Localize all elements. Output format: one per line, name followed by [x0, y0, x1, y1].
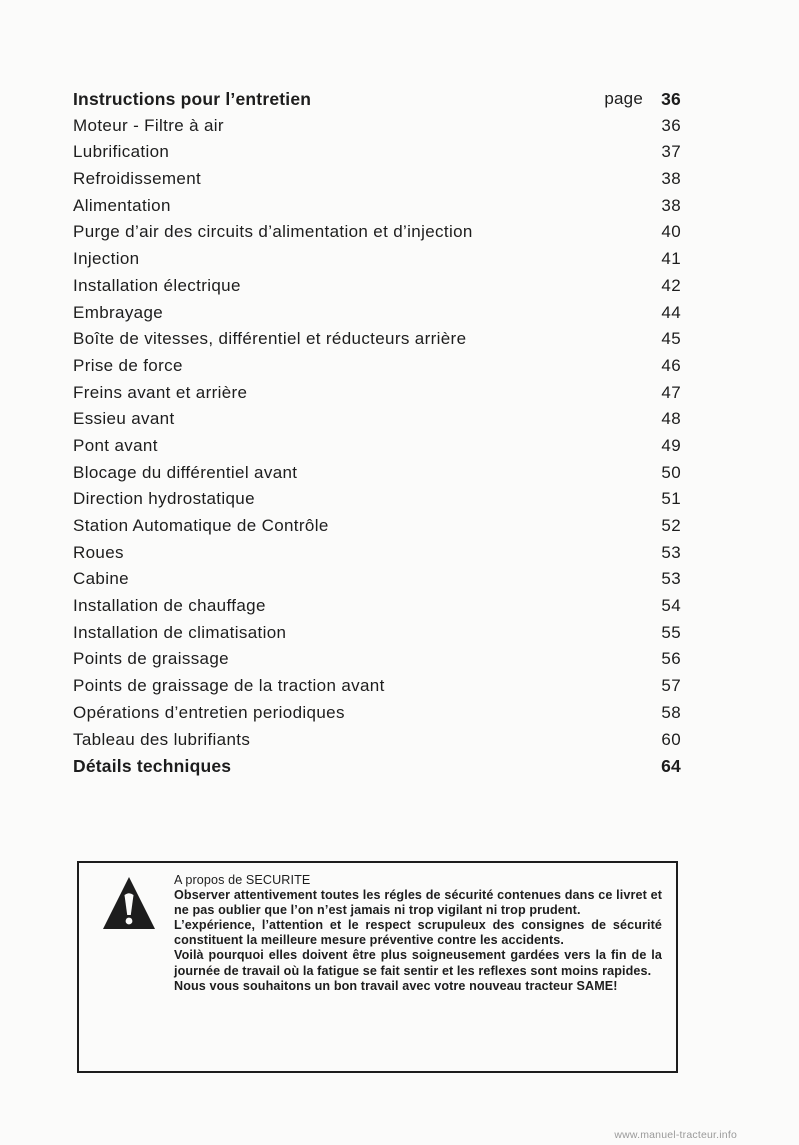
toc-entry-page-number: 53: [661, 569, 681, 589]
toc-row: [73, 139, 685, 166]
toc-entry-page-number: 57: [661, 676, 681, 696]
toc-entry-page-number: 42: [661, 275, 681, 295]
toc-row: [73, 700, 685, 727]
toc-entry-page-number: 48: [661, 409, 681, 429]
safety-heading: A propos de SECURITE: [174, 873, 311, 887]
safety-paragraph: Voilà pourquoi elles doivent être plus soigneusement gardées vers la fin de la journée de travail où la fatigue se fait sentir et les reflexes sont moins rapides.: [174, 948, 662, 978]
toc-entry-page-number: 36: [661, 89, 681, 109]
toc-row: [73, 540, 685, 567]
toc-row: [73, 353, 685, 380]
toc-entry-label: Blocage du différentiel avant: [73, 462, 298, 482]
toc-entry-page-number: 47: [661, 382, 681, 402]
toc-entry-label: Prise de force: [73, 355, 183, 375]
toc-row: [73, 246, 685, 273]
toc-row: [73, 113, 685, 140]
toc-row: [73, 566, 685, 593]
toc-entry-label: Détails techniques: [73, 756, 232, 777]
toc-row: [73, 460, 685, 487]
toc-row: [73, 593, 685, 620]
toc-entry-label: Installation de climatisation: [73, 622, 287, 642]
toc-entry-label: Instructions pour l’entretien: [73, 89, 312, 109]
toc-entry-label: Alimentation: [73, 195, 171, 215]
toc-row: [73, 273, 685, 300]
toc-row: [73, 646, 685, 673]
toc-entry-page-number: 56: [661, 649, 681, 669]
toc-row: [73, 86, 685, 113]
toc-entry-label: Freins avant et arrière: [73, 382, 248, 402]
toc-entry-label: Lubrification: [73, 142, 170, 162]
toc-entry-page-number: 58: [661, 702, 681, 722]
toc-entry-page-number: 60: [661, 729, 681, 749]
toc-row: [73, 513, 685, 540]
toc-row: [73, 219, 685, 246]
toc-entry-label: Points de graissage de la traction avant: [73, 676, 385, 696]
toc-entry-page-number: 44: [661, 302, 681, 322]
safety-notice-box: [77, 861, 678, 1073]
toc-entry-label: Refroidissement: [73, 169, 202, 189]
toc-entry-label: Station Automatique de Contrôle: [73, 516, 329, 535]
toc-entry-label: Embrayage: [73, 302, 164, 322]
toc-row: [73, 326, 685, 353]
toc-entry-page-number: 37: [661, 142, 681, 162]
safety-paragraph: L’expérience, l’attention et le respect scrupuleux des consignes de sécurité constituent la meilleure mesure préventive contre les accidents.: [174, 918, 662, 948]
toc-entry-page-number: 36: [661, 115, 681, 135]
toc-entry-label: Installation de chauffage: [73, 596, 266, 616]
toc-entry-label: Injection: [73, 249, 140, 269]
toc-entry-page-number: 40: [661, 222, 681, 242]
toc-row: [73, 166, 685, 193]
toc-entry-label: Boîte de vitesses, différentiel et réducteurs arrière: [73, 329, 467, 349]
toc-entry-label: Essieu avant: [73, 409, 175, 429]
toc-entry-page-number: 38: [661, 195, 681, 215]
safety-paragraph: Observer attentivement toutes les régles de sécurité contenues dans ce livret et ne pas oublier que l’on n’est jamais ni trop vigilant ni trop prudent.: [174, 888, 662, 918]
toc-entry-label: Cabine: [73, 569, 129, 589]
toc-entry-page-number: 52: [661, 516, 681, 535]
toc-row: [73, 727, 685, 754]
toc-entry-label: Roues: [73, 542, 124, 562]
toc-row: [73, 433, 685, 460]
toc-entry-page-number: 50: [661, 462, 681, 482]
toc-entry-label: Opérations d’entretien periodiques: [73, 702, 345, 722]
safety-paragraph: Nous vous souhaitons un bon travail avec votre nouveau tracteur SAME!: [174, 978, 618, 993]
toc-entry-label: Installation électrique: [73, 275, 241, 295]
toc-entry-label: Direction hydrostatique: [73, 489, 255, 509]
toc-entry-page-number: 38: [661, 169, 681, 189]
toc-row: [73, 406, 685, 433]
toc-row: [73, 380, 685, 407]
toc-entry-page-number: 41: [661, 249, 681, 269]
toc-entry-page-number: 49: [661, 435, 681, 455]
toc-entry-page-number: 45: [661, 329, 681, 349]
toc-entry-label: Tableau des lubrifiants: [73, 729, 251, 749]
toc-page-word: page: [604, 89, 643, 108]
toc-entry-page-number: 64: [661, 756, 681, 777]
toc-entry-label: Points de graissage: [73, 649, 229, 669]
safety-text: [174, 873, 662, 994]
table-of-contents: [73, 86, 685, 780]
toc-row: [73, 300, 685, 327]
toc-entry-label: Pont avant: [73, 435, 158, 455]
toc-entry-page-number: 46: [661, 355, 681, 375]
toc-entry-page-number: 54: [661, 596, 681, 616]
toc-entry-label: Moteur - Filtre à air: [73, 115, 224, 135]
toc-row: [73, 753, 685, 780]
toc-row: [73, 193, 685, 220]
toc-entry-page-number: 53: [661, 542, 681, 562]
toc-row: [73, 673, 685, 700]
toc-row: [73, 620, 685, 647]
watermark: www.manuel-tracteur.info: [614, 1129, 737, 1141]
toc-entry-page-number: 55: [661, 622, 681, 642]
toc-row: [73, 486, 685, 513]
toc-entry-label: Purge d’air des circuits d’alimentation et d’injection: [73, 222, 473, 242]
toc-entry-page-number: 51: [661, 489, 681, 509]
warning-triangle-icon: [101, 875, 157, 931]
